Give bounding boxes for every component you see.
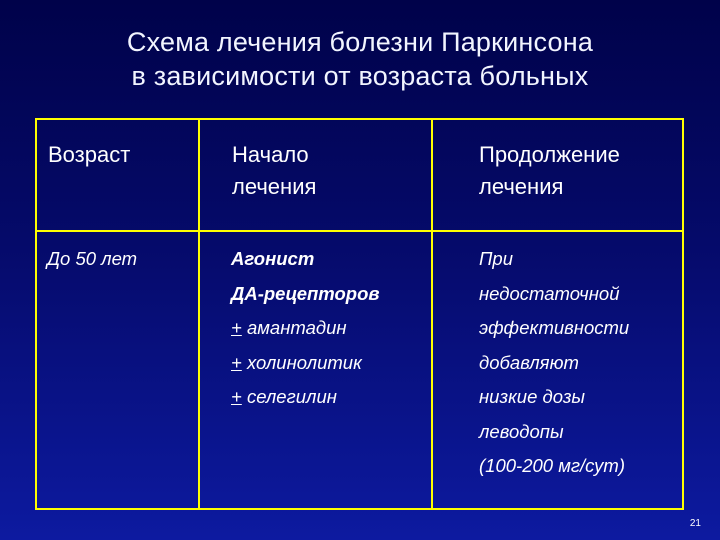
plus-symbol: + [231, 351, 242, 373]
table-row [36, 231, 683, 509]
addon-amantadine [231, 311, 431, 346]
continuation-line-7: (100-200 мг/сут) [479, 455, 626, 476]
header-treatment-start [199, 119, 432, 231]
header-treatment-continuation [432, 119, 683, 231]
header-start-line-1: Начало [232, 142, 309, 167]
header-cont-line-1: Продолжение [479, 142, 620, 167]
page-number: 21 [689, 518, 701, 529]
continuation-line-6: леводопы [479, 420, 564, 442]
treatment-table [35, 118, 684, 510]
plus-symbol: + [231, 386, 242, 407]
agonist-line-2: ДА-рецепторов [231, 282, 380, 304]
continuation-line-4: добавляют [479, 351, 579, 373]
cell-treatment-start [199, 231, 432, 509]
header-age [36, 119, 199, 231]
addon-selegiline-text: селегилин [241, 386, 337, 407]
addon-selegiline [231, 380, 431, 415]
addon-anticholinergic [231, 346, 431, 381]
continuation-line-2: недостаточной [479, 282, 620, 304]
plus-symbol: + [231, 317, 242, 338]
continuation-line-5: низкие дозы [479, 386, 586, 407]
addon-anticholinergic-text: холинолитик [241, 351, 362, 373]
table-header-row [36, 119, 683, 231]
cell-treatment-continuation [432, 231, 683, 509]
cell-age [36, 231, 199, 509]
continuation-line-3: эффективности [479, 317, 630, 338]
agonist-line-1: Агонист [231, 248, 315, 269]
header-age-label: Возраст [48, 142, 131, 167]
header-start-line-2: лечения [232, 174, 317, 199]
header-cont-line-2: лечения [479, 174, 564, 199]
slide-title-line-1: Схема лечения болезни Паркинсона [126, 27, 594, 57]
slide-title [40, 25, 680, 93]
continuation-line-1: При [479, 248, 513, 269]
addon-amantadine-text: амантадин [241, 317, 347, 338]
slide-title-line-2: в зависимости от возраста больных [131, 61, 589, 91]
age-value: До 50 лет [47, 248, 138, 269]
